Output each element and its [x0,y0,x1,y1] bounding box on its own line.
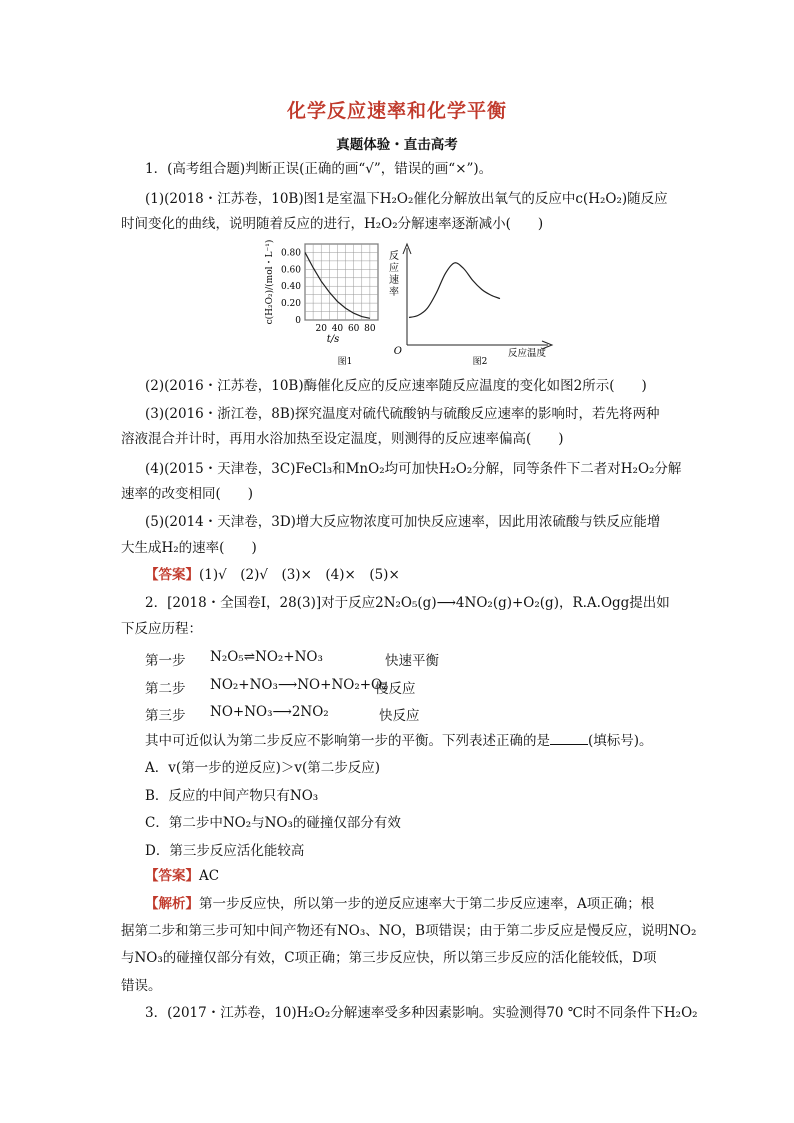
option-c: C．第二步中NO₂与NO₃的碰撞仅部分有效 [145,815,401,831]
fig1-x-ticks [315,324,375,334]
q1-item4-line2: 速率的改变相同( ) [121,486,254,502]
step-equation: NO+NO₃⟶2NO₂ [210,704,329,720]
figure-1 [264,240,378,367]
q2-stem-tail: (填标号)。 [588,733,653,749]
q1-item3-line1: (3)(2016・浙江卷，8B)探究温度对硫代硫酸钠与硫酸反应速率的影响时，若先将两种 [145,406,660,422]
fig2-y-label-char: 反 [389,251,399,262]
step-equation: N₂O₅⇌NO₂+NO₃ [210,649,323,665]
section-subtitle: 真题体验・直击高考 [336,137,458,153]
q2-analysis-line2: 据第二步和第三步可知中间产物还有NO₃、NO，B项错误；由于第二步反应是慢反应，说明NO₂ [121,923,697,939]
option-b: B．反应的中间产物只有NO₃ [145,788,319,804]
fig1-x-tick-label: 40 [331,324,344,334]
step-rate: 快反应 [379,708,420,724]
step-name: 第二步 [145,681,186,697]
figure-2 [389,244,552,367]
q2-stem [145,732,705,750]
fig2-caption: 图2 [472,357,488,367]
fig1-y-tick-label: 0.20 [280,299,301,310]
answer-label: 【答案】 [145,567,199,583]
page-title: 化学反应速率和化学平衡 [286,100,507,122]
option-d: D．第三步反应活化能较高 [145,843,305,859]
fig2-y-label-char: 应 [389,263,399,274]
q2-analysis-line3: 与NO₃的碰撞仅部分有效，C项正确；第三步反应快，所以第三步反应的活化能较低，D项 [121,950,657,966]
answer-label: 【答案】 [145,868,199,884]
fig2-y-label-char: 速 [389,275,399,286]
step-equation: NO₂+NO₃⟶NO+NO₂+O₂ [210,677,388,693]
q1-item1-line2: 时间变化的曲线，说明随着反应的进行，H₂O₂分解速率逐渐减小( ) [121,216,544,232]
fig1-y-tick-label: 0.80 [280,248,301,259]
q2-analysis-line4: 错误。 [121,978,162,994]
fig1-x-tick-label: 80 [364,324,376,334]
fig2-y-label-char: 率 [389,287,399,298]
q2-line1: 2．[2018・全国卷Ⅰ，28(3)]对于反应2N₂O₅(g)⟶4NO₂(g)+O₂(g)，R.A.Ogg提出如 [145,595,670,611]
fig2-origin-label: O [393,346,402,357]
q2-answer [145,867,705,885]
fig1-caption: 图1 [337,357,353,367]
answer-text: AC [199,868,220,884]
fig1-y-axis-label: c(H₂O₂)/(mol・L⁻¹) [265,240,275,325]
fig1-y-ticks [281,248,301,326]
q1-item4-line1: (4)(2015・天津卷，3C)FeCl₃和MnO₂均可加快H₂O₂分解，同等条件下二者对H₂O₂分解 [145,461,682,477]
q1-item3-line2: 溶液混合并计时，再用水浴加热至设定温度，则测得的反应速率偏高( ) [121,431,564,447]
step-name: 第一步 [145,653,186,669]
q1-item5-line1: (5)(2014・天津卷，3D)增大反应物浓度可加快反应速率，因此用浓硫酸与铁反应能增 [145,514,661,530]
q2-stem-text: 其中可近似认为第二步反应不影响第一步的平衡。下列表述正确的是 [145,733,550,749]
step-rate: 快速平衡 [385,653,439,669]
q1-item2: (2)(2016・江苏卷，10B)酶催化反应的反应速率随反应温度的变化如图2所示( ) [145,378,647,394]
fig2-y-axis-label [389,249,399,298]
q1-item5-line2: 大生成H₂的速率( ) [121,540,257,556]
analysis-label: 【解析】 [145,896,199,912]
fig2-data-line [409,263,500,318]
step-rate: 慢反应 [375,681,416,697]
q3-line1: 3．(2017・江苏卷，10)H₂O₂分解速率受多种因素影响。实验测得70 ℃时不同条件下H₂O₂ [145,1005,698,1021]
fig1-y-tick-label: 0 [295,316,301,326]
q1-intro: 1．(高考组合题)判断正误(正确的画“√”，错误的画“×”)。 [145,161,493,177]
figures [0,240,794,370]
fig1-plot-frame [305,244,378,320]
answer-text: (1)√ (2)√ (3)× (4)× (5)× [199,567,400,583]
q2-line2: 下反应历程： [121,621,202,637]
fig1-grid [305,244,378,320]
analysis-text: 第一步反应快，所以第一步的逆反应速率大于第二步反应速率，A项正确；根 [199,896,655,912]
fig1-x-tick-label: 60 [347,324,360,334]
fig2-x-axis-label: 反应温度 [507,348,547,359]
q2-analysis-line1 [145,895,705,913]
fig1-y-tick-label: 0.60 [280,265,301,276]
fig1-y-tick-label: 0.40 [280,282,301,293]
step-name: 第三步 [145,708,186,724]
fig1-x-tick-label: 20 [315,324,327,334]
option-a: A．v(第一步的逆反应)＞v(第二步反应) [145,760,381,776]
q1-answer [145,566,705,584]
fig1-x-axis-label: t/s [326,334,340,345]
q1-item1-line1: (1)(2018・江苏卷，10B)图1是室温下H₂O₂催化分解放出氧气的反应中c(H₂O₂)随反应 [145,191,668,207]
answer-blank [550,732,588,745]
